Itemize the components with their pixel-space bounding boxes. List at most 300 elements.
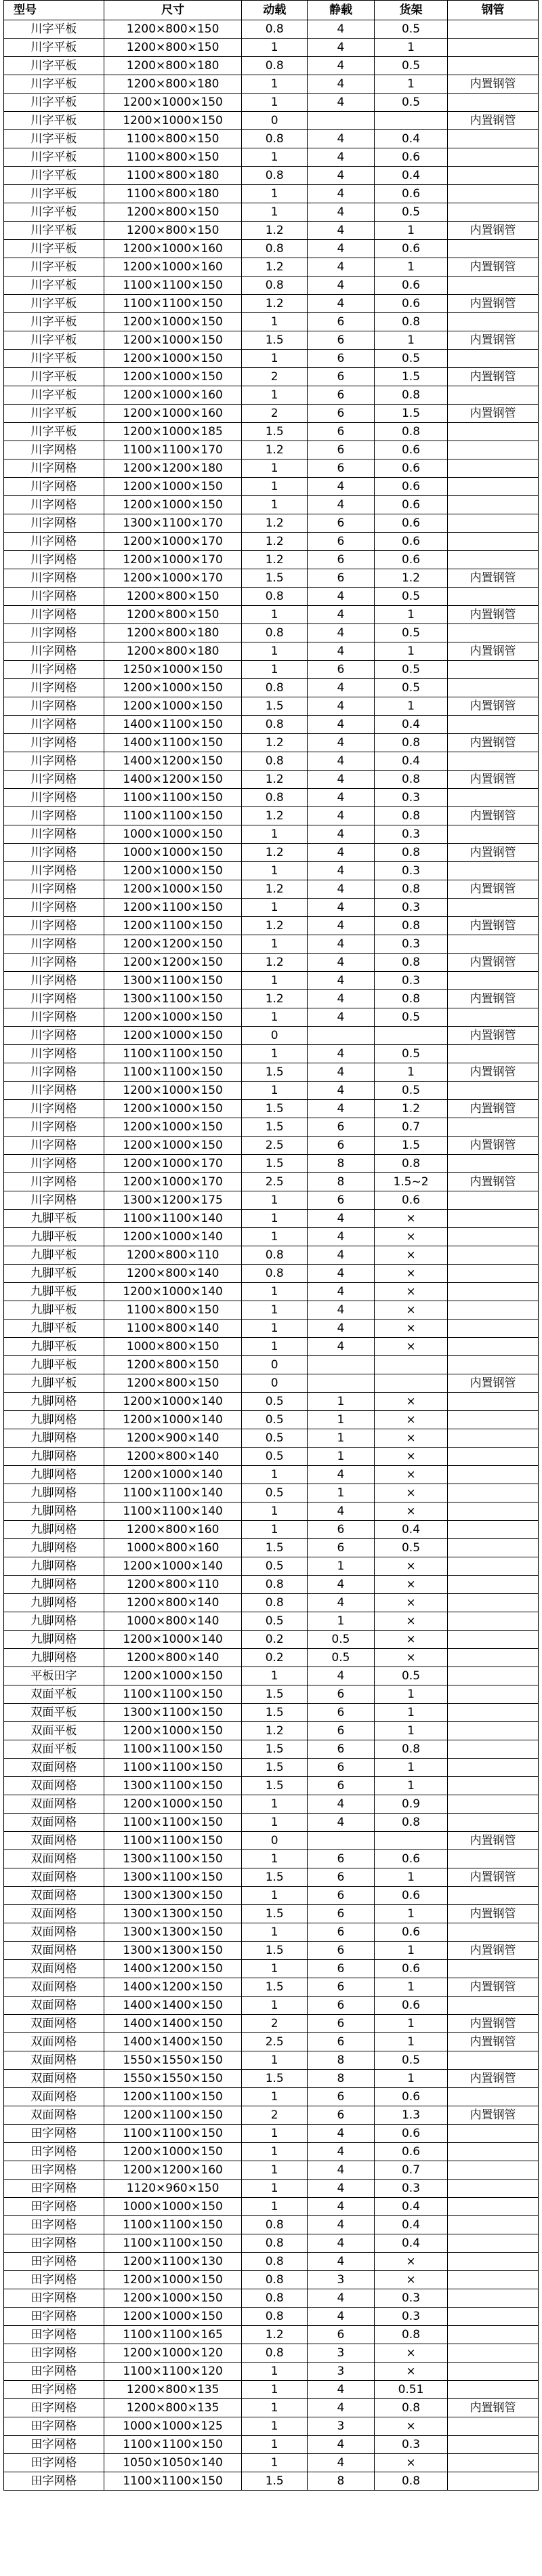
cell-size: 1100×800×150 [104, 148, 242, 167]
cell-size: 1200×1000×120 [104, 2344, 242, 2363]
table-row [4, 167, 539, 185]
cell-static-load: 6 [308, 1521, 375, 1539]
cell-type: 田字网格 [4, 2399, 104, 2417]
cell-static-load: 4 [308, 2198, 375, 2216]
cell-type: 双面网格 [4, 1832, 104, 1850]
cell-type: 川字平板 [4, 75, 104, 94]
cell-static-load: 4 [308, 1594, 375, 1612]
cell-dynamic-load: 0.8 [242, 716, 308, 734]
table-row [4, 2454, 539, 2472]
cell-static-load: 1 [308, 1411, 375, 1429]
cell-dynamic-load: 1.5 [242, 1118, 308, 1137]
cell-rack-load: 1 [374, 2070, 447, 2088]
cell-dynamic-load: 1.2 [242, 514, 308, 533]
cell-dynamic-load: 1 [242, 459, 308, 478]
cell-static-load: 4 [308, 990, 375, 1008]
cell-steel-pipe: 内置钢管 [448, 606, 539, 624]
table-row [4, 2271, 539, 2289]
cell-type: 川字网格 [4, 1100, 104, 1118]
table-row [4, 697, 539, 716]
cell-steel-pipe [448, 789, 539, 807]
cell-type: 川字平板 [4, 313, 104, 331]
cell-size: 1200×1000×160 [104, 405, 242, 423]
table-row [4, 807, 539, 825]
cell-type: 九脚平板 [4, 1320, 104, 1338]
cell-size: 1100×800×150 [104, 130, 242, 148]
cell-steel-pipe [448, 2289, 539, 2308]
cell-static-load: 4 [308, 1210, 375, 1228]
table-row [4, 2289, 539, 2308]
cell-size: 1200×1000×150 [104, 1137, 242, 1155]
cell-dynamic-load: 0.8 [242, 240, 308, 258]
cell-dynamic-load: 0.5 [242, 1448, 308, 1466]
table-row [4, 1301, 539, 1320]
cell-steel-pipe [448, 1210, 539, 1228]
cell-type: 田字网格 [4, 2180, 104, 2198]
cell-type: 川字平板 [4, 423, 104, 441]
cell-static-load: 4 [308, 1246, 375, 1265]
table-row [4, 350, 539, 368]
table-row [4, 1374, 539, 1393]
cell-rack-load: 0.9 [374, 1795, 447, 1814]
cell-static-load: 4 [308, 1320, 375, 1338]
cell-dynamic-load: 1 [242, 1887, 308, 1905]
cell-dynamic-load: 1 [242, 825, 308, 844]
cell-size: 1100×1100×150 [104, 2472, 242, 2491]
cell-type: 川字平板 [4, 258, 104, 277]
cell-size: 1200×1000×140 [104, 1411, 242, 1429]
cell-static-load: 4 [308, 1301, 375, 1320]
cell-type: 双面网格 [4, 1887, 104, 1905]
cell-dynamic-load: 0.8 [242, 277, 308, 295]
table-row [4, 2088, 539, 2106]
cell-steel-pipe: 内置钢管 [448, 331, 539, 350]
cell-type: 川字网格 [4, 496, 104, 514]
table-row [4, 551, 539, 569]
table-row [4, 642, 539, 661]
cell-rack-load: 1 [374, 1759, 447, 1777]
cell-dynamic-load: 1.2 [242, 807, 308, 825]
cell-static-load: 4 [308, 1466, 375, 1484]
cell-static-load: 6 [308, 1942, 375, 1960]
cell-rack-load: 0.8 [374, 1740, 447, 1759]
cell-steel-pipe [448, 1082, 539, 1100]
cell-size: 1200×800×150 [104, 588, 242, 606]
cell-dynamic-load: 1 [242, 1045, 308, 1063]
cell-type: 双面网格 [4, 1759, 104, 1777]
cell-dynamic-load: 1 [242, 1008, 308, 1027]
table-row [4, 39, 539, 57]
cell-size: 1400×1200×150 [104, 1960, 242, 1978]
cell-size: 1200×1000×150 [104, 679, 242, 697]
cell-dynamic-load: 1 [242, 75, 308, 94]
table-row [4, 75, 539, 94]
cell-size: 1100×1100×150 [104, 2216, 242, 2234]
cell-steel-pipe [448, 203, 539, 222]
cell-steel-pipe [448, 2198, 539, 2216]
cell-dynamic-load: 0 [242, 112, 308, 130]
cell-dynamic-load: 1 [242, 1502, 308, 1521]
table-row [4, 185, 539, 203]
header-dynamic-load: 动载 [242, 1, 308, 20]
cell-type: 田字网格 [4, 2472, 104, 2491]
cell-static-load: 6 [308, 2326, 375, 2344]
cell-steel-pipe [448, 899, 539, 917]
cell-dynamic-load: 1 [242, 1795, 308, 1814]
cell-type: 田字网格 [4, 2344, 104, 2363]
cell-static-load: 4 [308, 203, 375, 222]
cell-steel-pipe [448, 20, 539, 39]
cell-rack-load: 0.5 [374, 20, 447, 39]
table-row [4, 1887, 539, 1905]
cell-static-load: 4 [308, 1795, 375, 1814]
cell-dynamic-load: 0.8 [242, 2271, 308, 2289]
cell-rack-load: × [374, 1393, 447, 1411]
cell-rack-load: 1 [374, 39, 447, 57]
cell-static-load: 4 [308, 1100, 375, 1118]
cell-steel-pipe [448, 39, 539, 57]
table-row [4, 2125, 539, 2143]
cell-type: 川字网格 [4, 899, 104, 917]
cell-rack-load [374, 1027, 447, 1045]
table-row [4, 1118, 539, 1137]
cell-dynamic-load: 1 [242, 2363, 308, 2381]
cell-dynamic-load: 1.2 [242, 917, 308, 935]
cell-rack-load: 0.3 [374, 789, 447, 807]
cell-rack-load: 0.5 [374, 94, 447, 112]
cell-type: 川字平板 [4, 386, 104, 405]
cell-rack-load: 0.3 [374, 2308, 447, 2326]
cell-dynamic-load: 1 [242, 1191, 308, 1210]
header-type: 型号 [4, 1, 104, 20]
cell-type: 双面网格 [4, 1868, 104, 1887]
cell-rack-load: × [374, 1320, 447, 1338]
cell-type: 川字平板 [4, 368, 104, 386]
cell-static-load: 4 [308, 222, 375, 240]
table-row [4, 1832, 539, 1850]
cell-static-load [308, 1832, 375, 1850]
cell-type: 九脚网格 [4, 1484, 104, 1502]
table-row [4, 386, 539, 405]
cell-dynamic-load: 0.5 [242, 1429, 308, 1448]
cell-size: 1400×1100×150 [104, 716, 242, 734]
cell-steel-pipe [448, 240, 539, 258]
cell-size: 1200×800×135 [104, 2381, 242, 2399]
spec-sheet [3, 0, 539, 2491]
cell-steel-pipe: 内置钢管 [448, 405, 539, 423]
cell-steel-pipe: 内置钢管 [448, 697, 539, 716]
cell-type: 川字网格 [4, 880, 104, 899]
cell-dynamic-load: 1.5 [242, 2070, 308, 2088]
cell-steel-pipe [448, 1466, 539, 1484]
cell-dynamic-load: 1 [242, 2088, 308, 2106]
cell-steel-pipe [448, 2271, 539, 2289]
cell-static-load: 4 [308, 167, 375, 185]
cell-type: 川字网格 [4, 716, 104, 734]
table-row [4, 1814, 539, 1832]
cell-steel-pipe: 内置钢管 [448, 734, 539, 752]
cell-size: 1100×1100×150 [104, 807, 242, 825]
cell-type: 川字网格 [4, 935, 104, 954]
cell-dynamic-load: 0.8 [242, 789, 308, 807]
table-row [4, 2417, 539, 2436]
cell-static-load: 4 [308, 20, 375, 39]
cell-type: 川字网格 [4, 661, 104, 679]
cell-static-load: 4 [308, 2399, 375, 2417]
cell-rack-load: 0.4 [374, 716, 447, 734]
cell-steel-pipe [448, 2253, 539, 2271]
cell-steel-pipe [448, 167, 539, 185]
cell-type: 川字网格 [4, 624, 104, 642]
cell-type: 川字网格 [4, 569, 104, 588]
table-row [4, 734, 539, 752]
cell-static-load: 8 [308, 2070, 375, 2088]
table-row [4, 1338, 539, 1356]
cell-steel-pipe: 内置钢管 [448, 368, 539, 386]
cell-rack-load: 0.5 [374, 1082, 447, 1100]
table-row [4, 844, 539, 862]
cell-size: 1200×800×110 [104, 1246, 242, 1265]
table-row [4, 679, 539, 697]
cell-size: 1000×1000×150 [104, 844, 242, 862]
cell-dynamic-load: 0.2 [242, 1631, 308, 1649]
cell-size: 1200×1000×150 [104, 880, 242, 899]
cell-static-load: 4 [308, 496, 375, 514]
cell-dynamic-load: 0.8 [242, 1265, 308, 1283]
cell-type: 川字网格 [4, 954, 104, 972]
cell-steel-pipe [448, 1338, 539, 1356]
cell-size: 1100×1100×150 [104, 1045, 242, 1063]
cell-steel-pipe [448, 1612, 539, 1631]
cell-type: 九脚平板 [4, 1246, 104, 1265]
cell-static-load: 4 [308, 935, 375, 954]
cell-type: 川字平板 [4, 57, 104, 75]
cell-dynamic-load: 1.5 [242, 331, 308, 350]
table-row [4, 2070, 539, 2088]
cell-steel-pipe [448, 1045, 539, 1063]
table-row [4, 1685, 539, 1704]
cell-size: 1100×1100×150 [104, 2234, 242, 2253]
table-row [4, 2381, 539, 2399]
cell-size: 1200×1000×160 [104, 240, 242, 258]
table-row [4, 1063, 539, 1082]
cell-type: 川字网格 [4, 478, 104, 496]
cell-dynamic-load: 1.2 [242, 533, 308, 551]
cell-static-load: 6 [308, 1740, 375, 1759]
cell-type: 双面网格 [4, 1814, 104, 1832]
cell-rack-load: 0.3 [374, 825, 447, 844]
cell-steel-pipe [448, 441, 539, 459]
cell-steel-pipe [448, 2363, 539, 2381]
cell-type: 田字网格 [4, 2143, 104, 2161]
cell-steel-pipe [448, 1777, 539, 1795]
table-row [4, 1045, 539, 1063]
cell-type: 双面网格 [4, 2051, 104, 2070]
cell-rack-load: 1.5 [374, 368, 447, 386]
cell-static-load: 4 [308, 1283, 375, 1301]
cell-rack-load: 0.5 [374, 679, 447, 697]
cell-type: 双面网格 [4, 1777, 104, 1795]
cell-size: 1200×1000×150 [104, 2143, 242, 2161]
cell-type: 川字网格 [4, 679, 104, 697]
table-row [4, 862, 539, 880]
table-row [4, 2051, 539, 2070]
cell-static-load: 6 [308, 569, 375, 588]
cell-size: 1200×1000×150 [104, 1722, 242, 1740]
cell-dynamic-load: 1 [242, 2198, 308, 2216]
cell-dynamic-load: 1.5 [242, 1685, 308, 1704]
cell-static-load: 4 [308, 1667, 375, 1685]
cell-dynamic-load: 0.8 [242, 2253, 308, 2271]
cell-steel-pipe [448, 1448, 539, 1466]
cell-size: 1120×960×150 [104, 2180, 242, 2198]
cell-dynamic-load: 0.8 [242, 752, 308, 771]
cell-type: 川字平板 [4, 405, 104, 423]
cell-static-load: 6 [308, 1923, 375, 1942]
cell-steel-pipe [448, 2216, 539, 2234]
cell-type: 川字网格 [4, 441, 104, 459]
cell-rack-load: 1 [374, 2015, 447, 2033]
cell-steel-pipe [448, 1393, 539, 1411]
cell-size: 1200×1000×140 [104, 1557, 242, 1576]
cell-dynamic-load: 1.2 [242, 2326, 308, 2344]
cell-rack-load: 0.3 [374, 862, 447, 880]
cell-size: 1100×1100×120 [104, 2363, 242, 2381]
table-row [4, 2344, 539, 2363]
cell-type: 川字平板 [4, 148, 104, 167]
cell-type: 田字网格 [4, 2234, 104, 2253]
cell-dynamic-load: 0.8 [242, 2216, 308, 2234]
cell-rack-load: × [374, 1649, 447, 1667]
cell-dynamic-load: 1.2 [242, 222, 308, 240]
cell-static-load: 0.5 [308, 1631, 375, 1649]
cell-size: 1400×1400×150 [104, 2033, 242, 2051]
cell-rack-load: 0.4 [374, 2216, 447, 2234]
cell-size: 1100×1100×170 [104, 441, 242, 459]
cell-dynamic-load: 1 [242, 2125, 308, 2143]
cell-rack-load: 1.3 [374, 2106, 447, 2125]
cell-steel-pipe [448, 862, 539, 880]
cell-static-load: 6 [308, 1777, 375, 1795]
cell-static-load: 4 [308, 1082, 375, 1100]
cell-static-load: 4 [308, 148, 375, 167]
cell-steel-pipe [448, 1594, 539, 1612]
cell-steel-pipe: 内置钢管 [448, 112, 539, 130]
cell-rack-load: 0.6 [374, 2088, 447, 2106]
table-row [4, 2161, 539, 2180]
cell-static-load: 4 [308, 295, 375, 313]
cell-type: 田字网格 [4, 2216, 104, 2234]
cell-steel-pipe [448, 588, 539, 606]
cell-steel-pipe [448, 1228, 539, 1246]
cell-static-load: 4 [308, 679, 375, 697]
cell-rack-load: 0.5 [374, 350, 447, 368]
cell-static-load: 3 [308, 2363, 375, 2381]
cell-type: 田字网格 [4, 2326, 104, 2344]
cell-type: 九脚平板 [4, 1338, 104, 1356]
table-row [4, 277, 539, 295]
cell-static-load: 6 [308, 405, 375, 423]
cell-type: 田字网格 [4, 2381, 104, 2399]
table-row [4, 1539, 539, 1557]
cell-steel-pipe [448, 386, 539, 405]
cell-type: 川字平板 [4, 203, 104, 222]
cell-rack-load: 0.4 [374, 2198, 447, 2216]
cell-size: 1300×1100×150 [104, 1850, 242, 1868]
cell-dynamic-load: 1 [242, 1667, 308, 1685]
cell-static-load [308, 1027, 375, 1045]
cell-dynamic-load: 1 [242, 496, 308, 514]
table-row [4, 441, 539, 459]
cell-static-load: 4 [308, 917, 375, 935]
cell-rack-load: 0.5 [374, 1008, 447, 1027]
cell-steel-pipe [448, 1704, 539, 1722]
cell-steel-pipe [448, 2326, 539, 2344]
cell-steel-pipe: 内置钢管 [448, 1868, 539, 1887]
cell-size: 1100×1100×150 [104, 1740, 242, 1759]
table-row [4, 1997, 539, 2015]
cell-steel-pipe [448, 1960, 539, 1978]
cell-size: 1200×800×140 [104, 1265, 242, 1283]
cell-steel-pipe [448, 185, 539, 203]
table-row [4, 478, 539, 496]
cell-static-load: 4 [308, 1576, 375, 1594]
cell-rack-load: 0.5 [374, 203, 447, 222]
cell-size: 1400×1200×150 [104, 771, 242, 789]
cell-size: 1200×1200×150 [104, 935, 242, 954]
table-row [4, 20, 539, 39]
table-row [4, 295, 539, 313]
cell-rack-load: 0.4 [374, 167, 447, 185]
cell-dynamic-load: 1.2 [242, 258, 308, 277]
cell-steel-pipe [448, 1649, 539, 1667]
cell-static-load: 4 [308, 94, 375, 112]
table-row [4, 1246, 539, 1265]
cell-dynamic-load: 1.5 [242, 1759, 308, 1777]
table-row [4, 57, 539, 75]
cell-steel-pipe [448, 1685, 539, 1704]
cell-size: 1000×800×160 [104, 1539, 242, 1557]
cell-static-load [308, 112, 375, 130]
cell-type: 川字平板 [4, 167, 104, 185]
cell-size: 1200×1000×170 [104, 533, 242, 551]
cell-rack-load: 0.6 [374, 148, 447, 167]
cell-type: 川字网格 [4, 972, 104, 990]
cell-steel-pipe: 内置钢管 [448, 2106, 539, 2125]
cell-steel-pipe [448, 716, 539, 734]
cell-size: 1250×1000×150 [104, 661, 242, 679]
cell-type: 双面网格 [4, 2088, 104, 2106]
table-row [4, 313, 539, 331]
cell-rack-load: 1 [374, 75, 447, 94]
cell-size: 1200×1000×150 [104, 1082, 242, 1100]
cell-size: 1200×1000×150 [104, 1795, 242, 1814]
cell-steel-pipe [448, 1795, 539, 1814]
cell-size: 1200×1000×150 [104, 862, 242, 880]
cell-size: 1200×1000×170 [104, 551, 242, 569]
cell-static-load: 4 [308, 606, 375, 624]
table-row [4, 752, 539, 771]
cell-steel-pipe [448, 2161, 539, 2180]
cell-rack-load: 0.5 [374, 661, 447, 679]
cell-dynamic-load: 1.2 [242, 551, 308, 569]
cell-static-load: 4 [308, 2289, 375, 2308]
table-row [4, 1740, 539, 1759]
cell-dynamic-load: 0.8 [242, 57, 308, 75]
cell-rack-load: 1.2 [374, 1100, 447, 1118]
cell-steel-pipe [448, 1850, 539, 1868]
table-row [4, 1777, 539, 1795]
